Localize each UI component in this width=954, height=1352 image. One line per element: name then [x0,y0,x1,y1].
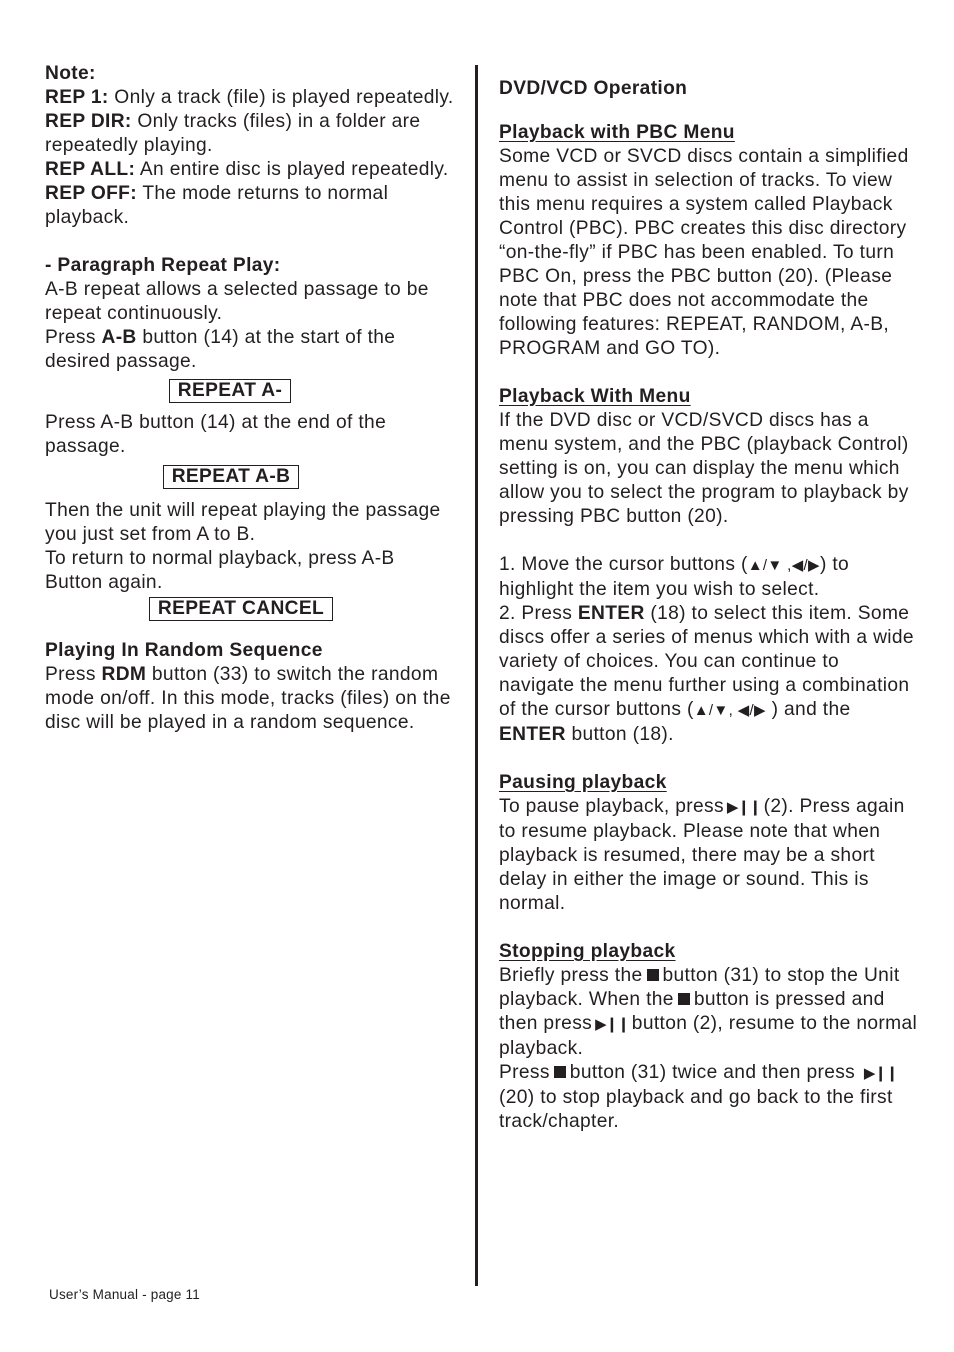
pause-text: To pause playback, press ▶❙❙ (2). Press again to resume playback. Please note that when playback is resumed, there may be a short delay in either the image or sound. This is normal. [499,796,905,914]
paragraph-repeat-heading: - Paragraph Repeat Play: [45,255,281,276]
pause-heading: Pausing playback [499,772,667,793]
repeat-a-display: REPEAT A- [169,379,291,403]
random-text: Press RDM button (33) to switch the random mode on/off. In this mode, tracks (files) on the disc will be played in a random sequence. [45,664,451,733]
repoff-line: REP OFF: The mode returns to normal playback. [45,183,389,228]
cursor-arrows-icon: ▲/▼, ◀/▶ [693,702,766,719]
play-pause-icon: ▶❙❙ [863,1065,898,1082]
left-column [45,62,455,735]
stop-icon [647,969,659,981]
play-pause-icon: ▶❙❙ [726,799,761,816]
ab-repeat-text: A-B repeat allows a selected passage to be repeat continuously. [45,279,429,324]
stop-twice-text: Press button (31) twice and then press ▶❙❙(20) to stop playback and go back to the first track/chapter. [499,1062,898,1132]
repeat-cancel-display: REPEAT CANCEL [149,597,333,621]
step-2: 2. Press ENTER (18) to select this item. Some discs offer a series of menus which with a wide variety of choices. You can continue to navigate the menu further using a combination of the cursor buttons (▲/▼, ◀/▶ ) and the ENTER button (18). [499,603,914,745]
page-footer: User’s Manual - page 11 [49,1287,200,1302]
repdir-line: REP DIR: Only tracks (files) in a folder are repeatedly playing. [45,111,421,156]
ab-press-start: Press A-B button (14) at the start of the desired passage. [45,327,396,372]
stop-heading: Stopping playback [499,941,676,962]
stop-text: Briefly press the button (31) to stop the Unit playback. When the button is pressed and then press ▶❙❙ button (2), resume to the normal playback. [499,965,918,1059]
stop-icon [678,993,690,1005]
pbc-text: Some VCD or SVCD discs contain a simplified menu to assist in selection of tracks. To view this menu requires a system called Playback Control (PBC). PBC creates this disc directory “on-the-fly” if PBC has been enabled. To turn PBC On, press the PBC button (20). (Please note that PBC does not accommodate the following features: REPEAT, RANDOM, A-B, PROGRAM and GO TO). [499,146,909,359]
ab-repeat-result: Then the unit will repeat playing the passage you just set from A to B. [45,500,441,545]
menu-text: If the DVD disc or VCD/SVCD discs has a menu system, and the PBC (playback Control) setting is on, you can display the menu which allow you to select the program to playback by pressing PBC button (20). [499,410,909,527]
step-1: 1. Move the cursor buttons (▲/▼ ,◀/▶) to highlight the item you wish to select. [499,554,850,600]
repeat-ab-display: REPEAT A-B [163,465,300,489]
ab-press-end: Press A-B button (14) at the end of the passage. [45,412,387,457]
note-label: Note: [45,63,96,84]
cursor-arrows-icon: ▲/▼ ,◀/▶ [747,557,820,574]
repall-line: REP ALL: An entire disc is played repeatedly. [45,159,449,180]
pbc-heading: Playback with PBC Menu [499,122,735,143]
rep1-line: REP 1: Only a track (file) is played repeatedly. [45,87,454,108]
column-divider [475,65,478,1286]
section-title: DVD/VCD Operation [499,78,688,99]
right-column [499,77,919,1134]
stop-icon [554,1066,566,1078]
random-heading: Playing In Random Sequence [45,640,323,661]
menu-heading: Playback With Menu [499,386,691,407]
play-pause-icon: ▶❙❙ [595,1016,629,1033]
ab-return-normal: To return to normal playback, press A-B Button again. [45,548,395,593]
